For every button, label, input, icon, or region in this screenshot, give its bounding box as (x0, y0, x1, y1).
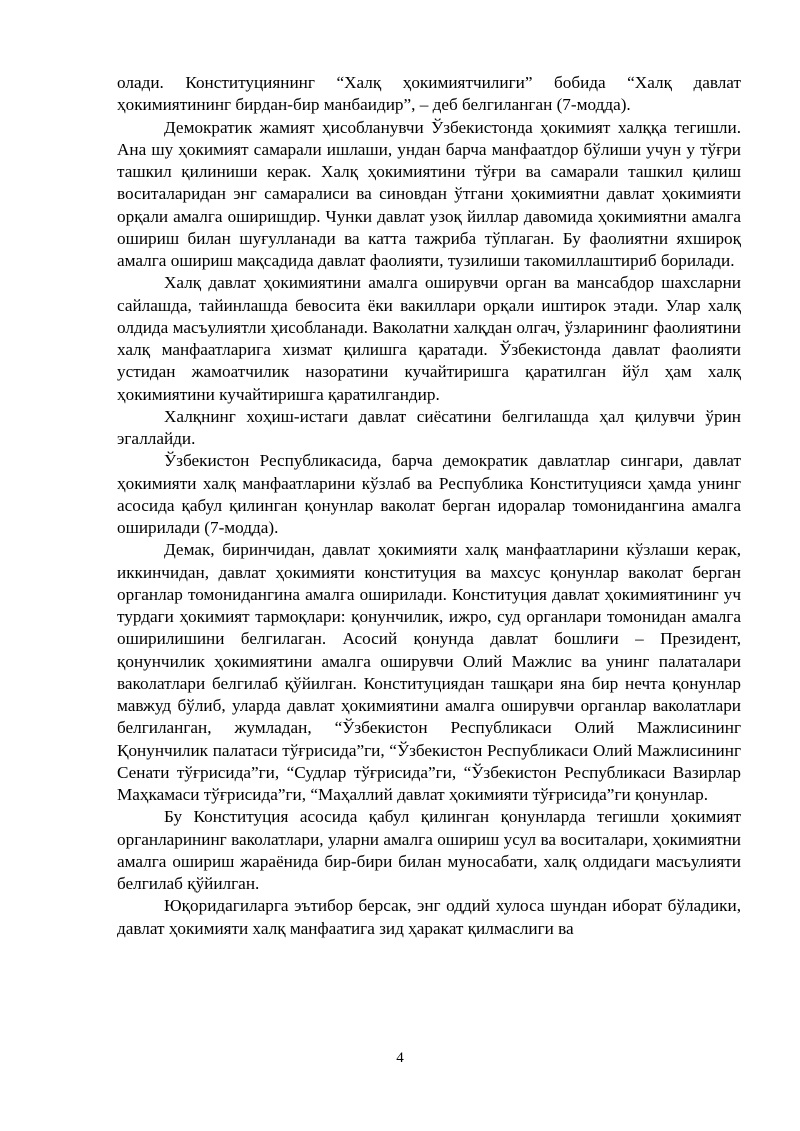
paragraph: Халқнинг хоҳиш-истаги давлат сиёсатини белгилашда ҳал қилувчи ўрин эгаллайди. (117, 406, 741, 448)
paragraph-continuation: олади. Конституциянинг “Халқ ҳокимиятчилиги” бобида “Халқ давлат ҳокимиятининг бирдан-бир манбаидир”, – деб белгиланган (7-модда). (117, 73, 741, 115)
paragraph: Демократик жамият ҳисобланувчи Ўзбекистонда ҳокимият халққа тегишли. Ана шу ҳокимият самарали ишлаши, ундан барча манфаатдор бўлиши учун у тўғри ташкил қилиниши керак. Халқ ҳокимиятини тўғри ва самарали ташкил қилиш воситаларидан энг самаралиси ва синовдан ўтгани ҳокимиятни давлат ҳокимияти орқали амалга оширишдир. Чунки давлат узоқ йиллар давомида ҳокимиятни амалга ошириш билан шуғулланади ва катта тажриба тўплаган. Бу фаолиятни яхшироқ амалга ошириш мақсадида давлат фаолияти, тузилиши такомиллаштириб борилади. (117, 117, 741, 270)
document-page (117, 72, 741, 940)
paragraph: Ўзбекистон Республикасида, барча демократик давлатлар сингари, давлат ҳокимияти халқ манфаатларини кўзлаб ва Республика Конституцияси ҳамда унинг асосида қабул қилинган қонунлар ваколат берган идоралар томонидангина амалга оширилади (7-модда). (117, 451, 741, 537)
paragraph: Юқоридагиларга эътибор берсак, энг оддий хулоса шундан иборат бўладики, давлат ҳокимияти халқ манфаатига зид ҳаракат қилмаслиги ва (117, 896, 741, 938)
paragraph: Бу Конституция асосида қабул қилинган қонунларда тегишли ҳокимият органларининг ваколатлари, уларни амалга ошириш усул ва воситалари, ҳокимиятни амалга ошириш жараёнида бир-бири билан муносабати, халқ олдидаги масъулияти белгилаб қўйилган. (117, 807, 741, 893)
paragraph: Демак, биринчидан, давлат ҳокимияти халқ манфаатларини кўзлаши керак, иккинчидан, давлат ҳокимияти конституция ва махсус қонунлар ваколат берган органлар томонидангина амалга оширилади. Конституция давлат ҳокимиятининг уч турдаги ҳокимият тармоқлари: қонунчилик, ижро, суд органлари томонидан амалга оширилишини белгилаган. Асосий қонунда давлат бошлиғи – Президент, қонунчилик ҳокимиятини амалга оширувчи Олий Мажлис ва унинг палаталари ваколатлари белгилаб қўйилган. Конституциядан ташқари яна бир нечта қонунлар мавжуд бўлиб, уларда давлат ҳокимиятини амалга оширувчи органлар ваколатлари белгиланган, жумладан, “Ўзбекистон Республикаси Олий Мажлисининг Қонунчилик палатаси тўғрисида”ги, “Ўзбекистон Республикаси Олий Мажлисининг Сенати тўғрисида”ги, “Судлар тўғрисида”ги, “Ўзбекистон Республикаси Вазирлар Маҳкамаси тўғрисида”ги, “Маҳаллий давлат ҳокимияти тўғрисида”ги қонунлар. (117, 540, 741, 804)
paragraph: Халқ давлат ҳокимиятини амалга оширувчи орган ва мансабдор шахсларни сайлашда, тайинлашда бевосита ёки вакиллари орқали иштирок этади. Улар халқ олдида масъулиятли ҳисобланади. Ваколатни халқдан олгач, ўзларининг фаолиятини халқ манфаатларига хизмат қилишга қаратади. Ўзбекистонда давлат фаолияти устидан жамоатчилик назоратини кучайтиришга қаратилган йўл ҳам халқ ҳокимиятини кучайтиришга қаратилгандир. (117, 273, 741, 404)
page-number: 4 (396, 1050, 404, 1066)
